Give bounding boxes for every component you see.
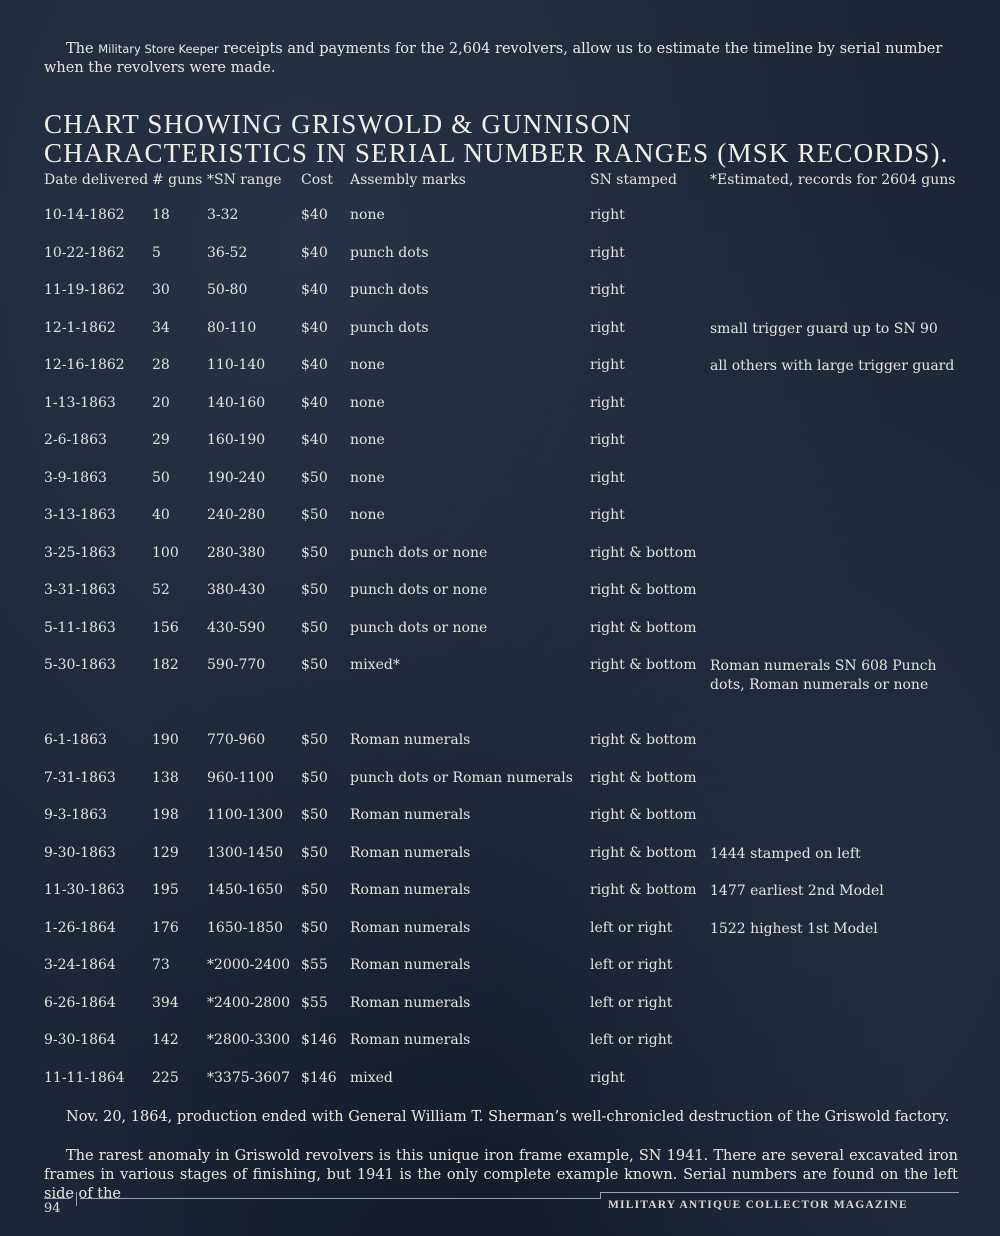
- cell-cost: $40: [301, 282, 328, 298]
- cell-sn-stamped: left or right: [590, 957, 673, 973]
- cell-assembly-marks: mixed*: [350, 657, 400, 673]
- table-header-row: [44, 170, 958, 196]
- cell-assembly-marks: Roman numerals: [350, 957, 471, 973]
- cell-guns: 20: [152, 394, 170, 411]
- cell-guns: 195: [152, 882, 179, 898]
- cell-date-delivered: 3-31-1863: [44, 582, 116, 598]
- cell-cost: $50: [301, 469, 328, 486]
- cell-sn-stamped: right: [590, 507, 625, 523]
- cell-date-delivered: 6-1-1863: [44, 732, 107, 748]
- cell-cost: $40: [301, 244, 328, 261]
- cell-guns: 129: [152, 844, 179, 861]
- cell-sn-stamped: right: [590, 207, 625, 223]
- table-row: [44, 946, 958, 984]
- cell-cost: $40: [301, 319, 328, 336]
- cell-sn-range: 770-960: [207, 732, 266, 748]
- cell-assembly-marks: Roman numerals: [350, 994, 471, 1011]
- header-sn-range: *SN range: [207, 172, 282, 188]
- cell-guns: 225: [152, 1069, 179, 1086]
- cell-assembly-marks: none: [350, 507, 385, 523]
- cell-cost: $50: [301, 919, 328, 936]
- cell-guns: 182: [152, 657, 179, 673]
- cell-assembly-marks: none: [350, 394, 385, 411]
- cell-assembly-marks: none: [350, 432, 385, 448]
- header-date-delivered: Date delivered: [44, 172, 149, 188]
- cell-cost: $50: [301, 807, 328, 823]
- cell-assembly-marks: Roman numerals: [350, 1032, 471, 1048]
- cell-assembly-marks: punch dots: [350, 244, 429, 261]
- cell-guns: 18: [152, 207, 170, 223]
- cell-date-delivered: 9-30-1863: [44, 844, 116, 861]
- cell-guns: 29: [152, 432, 170, 448]
- cell-cost: $50: [301, 507, 328, 523]
- cell-cost: $50: [301, 657, 328, 673]
- cell-sn-range: 50-80: [207, 282, 248, 298]
- cell-notes: [710, 721, 958, 759]
- cell-date-delivered: 5-11-1863: [44, 619, 116, 636]
- table-row: [44, 459, 958, 497]
- header-guns: # guns: [152, 172, 203, 188]
- cell-guns: 190: [152, 732, 179, 748]
- cell-notes: [710, 384, 958, 422]
- cell-date-delivered: 5-30-1863: [44, 657, 116, 673]
- cell-cost: $55: [301, 957, 328, 973]
- magazine-name: MILITARY ANTIQUE COLLECTOR MAGAZINE: [608, 1199, 908, 1211]
- cell-guns: 73: [152, 957, 170, 973]
- cell-assembly-marks: none: [350, 357, 385, 373]
- header-assembly-marks: Assembly marks: [350, 172, 466, 188]
- cell-sn-range: 240-280: [207, 507, 266, 523]
- cell-notes: [710, 459, 958, 497]
- cell-sn-stamped: right & bottom: [590, 582, 697, 598]
- cell-assembly-marks: punch dots: [350, 282, 429, 298]
- cell-sn-stamped: right: [590, 1069, 625, 1086]
- cell-guns: 40: [152, 507, 170, 523]
- cell-assembly-marks: punch dots or none: [350, 582, 488, 598]
- cell-date-delivered: 10-22-1862: [44, 244, 125, 261]
- cell-date-delivered: 3-9-1863: [44, 469, 107, 486]
- cell-cost: $146: [301, 1069, 337, 1086]
- table-row: [44, 909, 958, 947]
- cell-sn-range: 110-140: [207, 357, 266, 373]
- cell-sn-stamped: right: [590, 282, 625, 298]
- header-sn-stamped: SN stamped: [590, 172, 677, 188]
- table-row: [44, 309, 958, 347]
- table-row: [44, 346, 958, 384]
- cell-guns: 34: [152, 319, 170, 336]
- cell-assembly-marks: Roman numerals: [350, 919, 471, 936]
- intro-paragraph: [44, 40, 958, 78]
- table-row: [44, 721, 958, 759]
- cell-notes: [710, 234, 958, 272]
- iron-frame-paragraph: The rarest anomaly in Griswold revolvers is this unique iron frame example, SN 1941. There are several excavated iron frames in various stages of finishing, but 1941 is the only complete example known. Serial numbers are found on the left side of the: [44, 1148, 958, 1202]
- cell-sn-range: *2000-2400: [207, 957, 290, 973]
- cell-guns: 100: [152, 544, 179, 561]
- cell-guns: 138: [152, 769, 179, 786]
- cell-cost: $55: [301, 994, 328, 1011]
- cell-guns: 28: [152, 357, 170, 373]
- chart-title: [44, 110, 958, 168]
- header-notes: *Estimated, records for 2604 guns: [710, 172, 956, 188]
- cell-date-delivered: 9-30-1864: [44, 1032, 116, 1048]
- cell-date-delivered: 3-25-1863: [44, 544, 116, 561]
- cell-cost: $50: [301, 882, 328, 898]
- table-row: [44, 646, 958, 721]
- cell-sn-range: 1300-1450: [207, 844, 283, 861]
- table-row: [44, 271, 958, 309]
- cell-notes: 1477 earliest 2nd Model: [710, 883, 884, 899]
- cell-date-delivered: 7-31-1863: [44, 769, 116, 786]
- cell-guns: 5: [152, 244, 161, 261]
- cell-guns: 394: [152, 994, 179, 1011]
- intro-rest: receipts and payments for the 2,604 revolvers, allow us to estimate the timeline by serial number when the revolvers were made.: [44, 41, 943, 76]
- table-row: [44, 234, 958, 272]
- cell-sn-range: 960-1100: [207, 769, 275, 786]
- cell-assembly-marks: none: [350, 207, 385, 223]
- cell-sn-range: 380-430: [207, 582, 266, 598]
- cell-sn-stamped: right: [590, 469, 625, 486]
- table-row: [44, 421, 958, 459]
- cell-date-delivered: 1-26-1864: [44, 919, 116, 936]
- cell-cost: $50: [301, 582, 328, 598]
- cell-cost: $146: [301, 1032, 337, 1048]
- intro-lead: The: [66, 41, 99, 57]
- cell-date-delivered: 2-6-1863: [44, 432, 107, 448]
- cell-date-delivered: 11-19-1862: [44, 282, 125, 298]
- cell-notes: [710, 759, 958, 797]
- cell-notes: [710, 271, 958, 309]
- cell-sn-range: 590-770: [207, 657, 266, 673]
- cell-sn-stamped: right: [590, 244, 625, 261]
- cell-cost: $50: [301, 544, 328, 561]
- table-row: [44, 384, 958, 422]
- cell-notes: Roman numerals SN 608 Punch dots, Roman numerals or none: [710, 658, 937, 693]
- cell-sn-stamped: right & bottom: [590, 882, 697, 898]
- cell-sn-stamped: right & bottom: [590, 807, 697, 823]
- cell-sn-range: 160-190: [207, 432, 266, 448]
- page-number: 94: [44, 1201, 61, 1216]
- cell-guns: 176: [152, 919, 179, 936]
- cell-guns: 52: [152, 582, 170, 598]
- footer-bracket: [600, 1192, 959, 1199]
- cell-notes: [710, 796, 958, 834]
- table-row: [44, 796, 958, 834]
- cell-sn-range: 140-160: [207, 394, 266, 411]
- serial-range-table: [44, 170, 958, 1096]
- cell-date-delivered: 10-14-1862: [44, 207, 125, 223]
- cell-date-delivered: 11-11-1864: [44, 1069, 125, 1086]
- table-row: [44, 1021, 958, 1059]
- cell-notes: [710, 421, 958, 459]
- cell-sn-range: 1650-1850: [207, 919, 283, 936]
- cell-sn-range: 1100-1300: [207, 807, 283, 823]
- footer-rule: [80, 1198, 600, 1199]
- cell-date-delivered: 11-30-1863: [44, 882, 125, 898]
- cell-sn-stamped: right & bottom: [590, 844, 697, 861]
- cell-notes: [710, 1059, 958, 1097]
- cell-notes: all others with large trigger guard: [710, 358, 955, 374]
- table-body: [44, 196, 958, 1096]
- cell-notes: [710, 534, 958, 572]
- cell-guns: 142: [152, 1032, 179, 1048]
- table-row: [44, 571, 958, 609]
- cell-sn-stamped: right & bottom: [590, 657, 697, 673]
- table-row: [44, 759, 958, 797]
- table-row: [44, 871, 958, 909]
- cell-sn-range: 36-52: [207, 244, 248, 261]
- cell-date-delivered: 1-13-1863: [44, 394, 116, 411]
- cell-guns: 198: [152, 807, 179, 823]
- cell-sn-range: *2800-3300: [207, 1032, 290, 1048]
- cell-sn-stamped: left or right: [590, 919, 673, 936]
- cell-guns: 156: [152, 619, 179, 636]
- cell-notes: [710, 1021, 958, 1059]
- cell-sn-range: *3375-3607: [207, 1069, 290, 1086]
- cell-assembly-marks: Roman numerals: [350, 882, 471, 898]
- cell-date-delivered: 6-26-1864: [44, 994, 116, 1011]
- cell-sn-stamped: right & bottom: [590, 544, 697, 561]
- footer-rule-left: [44, 1198, 70, 1199]
- intro-small-caps: Military Store Keeper: [98, 42, 219, 56]
- cell-sn-range: 80-110: [207, 319, 257, 336]
- cell-sn-stamped: right & bottom: [590, 732, 697, 748]
- cell-sn-range: 190-240: [207, 469, 266, 486]
- footer-tick: [76, 1192, 77, 1206]
- table-row: [44, 196, 958, 234]
- cell-notes: 1522 highest 1st Model: [710, 920, 878, 937]
- cell-notes: [710, 196, 958, 234]
- cell-date-delivered: 12-16-1862: [44, 357, 125, 373]
- table-row: [44, 834, 958, 872]
- cell-sn-stamped: left or right: [590, 994, 673, 1011]
- cell-cost: $50: [301, 844, 328, 861]
- cell-assembly-marks: Roman numerals: [350, 807, 471, 823]
- cell-sn-range: 3-32: [207, 207, 239, 223]
- cell-sn-stamped: left or right: [590, 1032, 673, 1048]
- cell-notes: [710, 946, 958, 984]
- table-row: [44, 496, 958, 534]
- cell-notes: [710, 609, 958, 647]
- cell-assembly-marks: mixed: [350, 1069, 393, 1086]
- cell-cost: $40: [301, 207, 328, 223]
- cell-guns: 30: [152, 282, 170, 298]
- cell-guns: 50: [152, 469, 170, 486]
- cell-sn-stamped: right: [590, 357, 625, 373]
- cell-sn-range: 1450-1650: [207, 882, 283, 898]
- cell-notes: small trigger guard up to SN 90: [710, 320, 938, 337]
- cell-assembly-marks: Roman numerals: [350, 844, 471, 861]
- cell-assembly-marks: punch dots or Roman numerals: [350, 769, 573, 786]
- cell-sn-stamped: right & bottom: [590, 619, 697, 636]
- chart-title-line-1: CHART SHOWING GRISWOLD & GUNNISON: [44, 109, 632, 139]
- table-row: [44, 984, 958, 1022]
- cell-sn-range: 430-590: [207, 619, 266, 636]
- cell-cost: $50: [301, 769, 328, 786]
- cell-sn-range: *2400-2800: [207, 994, 290, 1011]
- table-row: [44, 1059, 958, 1097]
- cell-sn-stamped: right: [590, 319, 625, 336]
- cell-cost: $40: [301, 432, 328, 448]
- cell-sn-stamped: right: [590, 432, 625, 448]
- cell-cost: $50: [301, 619, 328, 636]
- cell-sn-stamped: right: [590, 394, 625, 411]
- chart-title-line-2: CHARACTERISTICS IN SERIAL NUMBER RANGES (MSK RECORDS).: [44, 138, 949, 168]
- cell-assembly-marks: punch dots or none: [350, 619, 488, 636]
- cell-date-delivered: 9-3-1863: [44, 807, 107, 823]
- cell-notes: 1444 stamped on left: [710, 845, 861, 862]
- cell-sn-range: 280-380: [207, 544, 266, 561]
- cell-notes: [710, 496, 958, 534]
- cell-assembly-marks: punch dots or none: [350, 544, 488, 561]
- cell-cost: $50: [301, 732, 328, 748]
- table-row: [44, 534, 958, 572]
- cell-notes: [710, 984, 958, 1022]
- cell-assembly-marks: punch dots: [350, 319, 429, 336]
- cell-sn-stamped: right & bottom: [590, 769, 697, 786]
- cell-cost: $40: [301, 394, 328, 411]
- cell-date-delivered: 3-13-1863: [44, 507, 116, 523]
- header-cost: Cost: [301, 172, 333, 188]
- table-row: [44, 609, 958, 647]
- cell-cost: $40: [301, 357, 328, 373]
- cell-assembly-marks: Roman numerals: [350, 732, 471, 748]
- cell-date-delivered: 3-24-1864: [44, 957, 116, 973]
- production-ended-paragraph: Nov. 20, 1864, production ended with General William T. Sherman’s well-chronicled destruction of the Griswold factory.: [66, 1109, 950, 1125]
- cell-assembly-marks: none: [350, 469, 385, 486]
- cell-notes: [710, 571, 958, 609]
- cell-date-delivered: 12-1-1862: [44, 319, 116, 336]
